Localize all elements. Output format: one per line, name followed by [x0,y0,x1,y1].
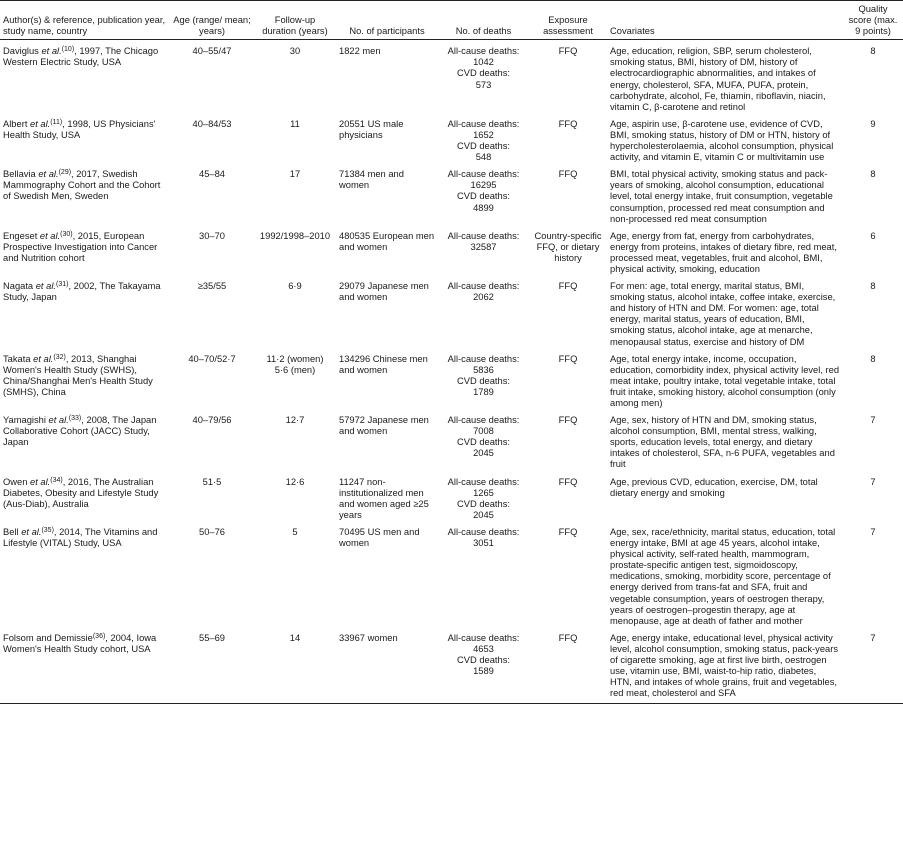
covariates-cell: For men: age, total energy, marital status, BMI, smoking status, alcohol intake, coffee intake, exercise, and history of HTN and DM. For women: age, total energy, marital status, years of education, BMI, smoking status, alcohol intake, age at menarche, menopausal status, exercise and history of DM [610,281,836,347]
deaths-line: All-cause deaths: [447,46,520,57]
covariates-cell: Age, total energy intake, income, occupation, education, comorbidity index, physical activity level, red meat intake, poultry intake, total vegetable intake, total fruit intake, smoking history, alcohol consumption (only among men) [610,353,840,408]
exposure-cell: FFQ [529,627,607,704]
followup-line: 6·9 [288,281,302,292]
followup-cell [254,225,336,275]
participants-cell: 57972 Japanese men and women [339,415,429,437]
deaths-line: All-cause deaths: [447,353,520,364]
exposure-cell: FFQ [558,169,578,180]
deaths-line: 1265 [473,487,494,498]
age-cell: 30–70 [199,230,225,241]
author-etal: et al. [38,46,62,57]
followup-line: 5 [292,526,298,537]
author-cell [0,521,170,627]
header-followup: Follow-up duration (years) [254,1,336,40]
author-etal: et al. [37,230,61,241]
followup-line: 1992/1998–2010 [259,230,331,241]
author-etal: et al. [18,526,42,537]
author-name: Nagata [3,281,34,292]
age-cell: 51·5 [202,476,222,487]
reference-number: (30) [60,230,73,238]
deaths-line: CVD deaths: [457,498,510,509]
author-etal: et al. [27,118,51,129]
reference-number: (10) [61,46,75,54]
participants-cell: 1822 men [339,46,381,57]
followup-cell [254,521,336,627]
header-exposure: Exposure assessment [529,1,607,40]
quality-cell: 7 [870,526,876,537]
table-row [0,409,903,470]
deaths-line: 4899 [473,202,494,213]
deaths-cell [438,275,529,348]
followup-cell [254,113,336,163]
deaths-cell [438,627,529,704]
deaths-line: 2045 [473,448,494,459]
exposure-cell: FFQ [558,476,578,487]
age-cell: 40–79/56 [192,415,232,426]
author-study-info: , 1997, The Chicago Western Electric Study, USA [3,46,159,68]
author-study-info: , 2008, The Japan Collaborative Cohort (JACC) Study, Japan [3,415,157,448]
participants-cell: 11247 non-institutionalized men and women aged ≥25 years [339,476,429,520]
deaths-line: 1789 [473,386,494,397]
deaths-line: All-cause deaths: [447,476,520,487]
author-study-info: , 1998, US Physicians' Health Study, USA [3,118,156,140]
author-name: Bell [3,526,19,537]
exposure-cell: FFQ [558,281,578,292]
reference-number: (29) [58,169,72,177]
exposure-cell: FFQ [558,118,578,129]
author-cell [0,113,170,163]
author-name: Yamagishi [3,415,46,426]
deaths-line: 7008 [473,426,494,437]
followup-cell [254,275,336,348]
deaths-line: 573 [475,79,492,90]
table-row [0,225,903,275]
followup-cell [254,409,336,470]
reference-number: (32) [53,353,66,361]
quality-cell: 7 [870,476,876,487]
author-cell [0,409,170,470]
deaths-line: 1042 [473,57,494,68]
followup-cell [254,40,336,113]
deaths-line: All-cause deaths: [447,415,520,426]
deaths-line: 5836 [473,364,494,375]
participants-cell: 20551 US male physicians [339,118,404,140]
author-cell [0,348,170,409]
participants-cell: 134296 Chinese men and women [339,353,428,375]
table-row [0,163,903,224]
author-name: Takata [3,353,31,364]
followup-line: 11·2 (women) [266,353,324,364]
reference-number: (11) [50,118,63,126]
covariates-cell: Age, sex, history of HTN and DM, smoking status, alcohol consumption, BMI, mental stress, walking, sports, education levels, total energy, and dietary intakes of cholesterol, SFA, n-6 PUFA, vegetables and fruit [610,415,835,470]
table-row [0,521,903,627]
participants-cell: 480535 European men and women [339,230,435,252]
header-deaths: No. of deaths [438,1,529,40]
age-cell: 40–70/52·7 [188,353,236,364]
deaths-line: 16295 [470,180,497,191]
deaths-line: All-cause deaths: [447,526,520,537]
quality-cell: 9 [870,118,876,129]
reference-number: (34) [50,476,63,484]
header-covariates: Covariates [607,1,843,40]
covariates-cell: Age, aspirin use, β-carotene use, evidence of CVD, BMI, smoking status, history of DM or HTN, history of hypercholesterolaemia, alcohol consumption, physical activity, and vitamin E, vitamin C or multivitamin use [610,118,834,163]
reference-number: (35) [41,526,54,534]
deaths-line: All-cause deaths: [447,118,520,129]
reference-number: (33) [68,415,82,423]
quality-cell: 8 [870,169,876,180]
author-study-info: , 2015, European Prospective Investigation into Cancer and Nutrition cohort [3,230,158,263]
followup-line: 5·6 (men) [274,364,316,375]
followup-cell [254,348,336,409]
quality-cell: 8 [870,46,876,57]
deaths-line: 1589 [473,666,494,677]
age-cell: 40–55/47 [192,46,232,57]
covariates-cell: BMI, total physical activity, smoking status and pack-years of smoking, alcohol consumption, educational level, total energy intake, fruit consumption, vegetable consumption, processed red meat consumption and non-processed red meat consumption [610,169,833,224]
reference-number: (31) [56,281,69,289]
followup-cell [254,471,336,521]
participants-cell: 71384 men and women [339,169,404,191]
exposure-cell: FFQ [558,353,578,364]
deaths-cell [438,348,529,409]
quality-cell: 7 [843,627,903,704]
age-cell: 40–84/53 [192,118,232,129]
covariates-cell: Age, education, religion, SBP, serum cholesterol, smoking status, BMI, history of DM, history of electrocardiographic abnormalities, and intakes of energy, cholesterol, SFA, MUFA, PUFA, protein, carbohydrate, alcohol, Fe, thiamin, riboflavin, niacin, vitamin C, β-carotene and retinol [610,46,826,112]
participants-cell: 29079 Japanese men and women [339,281,429,303]
deaths-line: 1652 [473,129,494,140]
table-header [0,1,903,40]
table-row [0,113,903,163]
exposure-cell: FFQ [558,415,578,426]
deaths-line: 4653 [473,643,494,654]
author-name: Engeset [3,230,38,241]
author-name: Bellavia [3,169,36,180]
author-name: Albert [3,118,28,129]
author-study-info: , 2004, Iowa Women's Health Study cohort, USA [3,632,157,654]
author-study-info: , 2017, Swedish Mammography Cohort and the Cohort of Swedish Men, Sweden [3,169,161,202]
deaths-cell [438,40,529,113]
author-cell [0,225,170,275]
followup-cell [254,627,336,704]
deaths-line: 2062 [473,292,494,303]
exposure-cell: FFQ [558,46,578,57]
author-etal: et al. [35,169,59,180]
followup-line: 14 [289,632,301,643]
followup-line: 12·7 [285,415,305,426]
header-quality: Quality score (max. 9 points) [843,1,903,40]
table-row [0,275,903,348]
author-study-info: , 2002, The Takayama Study, Japan [3,281,161,303]
header-participants: No. of participants [336,1,438,40]
author-etal: et al. [27,476,51,487]
followup-line: 17 [289,169,301,180]
table-row [0,40,903,113]
reference-number: (36) [92,632,106,640]
table-row [0,471,903,521]
author-cell [0,40,170,113]
header-row [0,1,903,40]
deaths-cell [438,471,529,521]
covariates-cell: Age, previous CVD, education, exercise, DM, total dietary energy and smoking [610,476,818,498]
deaths-line: All-cause deaths: [447,169,520,180]
age-cell: ≥35/55 [197,281,227,292]
quality-cell: 8 [870,281,876,292]
author-etal: et al. [33,281,56,292]
header-age: Age (range/ mean; years) [170,1,254,40]
followup-cell [254,163,336,224]
covariates-cell: Age, energy from fat, energy from carbohydrates, energy from proteins, intakes of dietary fibre, red meat, processed meat, vegetables, fruit and alcohol, BMI, physical activity, smoking, education [610,230,837,274]
author-cell [0,163,170,224]
deaths-line: 548 [475,152,492,163]
table-row [0,627,903,704]
quality-cell: 8 [870,353,876,364]
deaths-line: All-cause deaths: [447,632,520,643]
deaths-line: All-cause deaths: [447,281,520,292]
deaths-line: 3051 [473,538,494,549]
deaths-cell [438,521,529,627]
followup-line: 11 [290,118,300,129]
deaths-line: 2045 [473,509,494,520]
participants-cell: 70495 US men and women [339,526,420,549]
table-row [0,348,903,409]
exposure-cell: Country-specific FFQ, or dietary history [534,230,602,263]
table-body [0,40,903,704]
author-name: Folsom and Demissie [3,632,93,643]
author-study-info: , 2016, The Australian Diabetes, Obesity and Lifestyle Study (Aus-Diab), Australia [3,476,159,509]
covariates-cell: Age, sex, race/ethnicity, marital status, education, total energy intake, BMI at age 45 years, alcohol intake, physical activity, self-rated health, mammogram, prostate-specific antigen test, sigmoidoscopy, medications, smoking, morbidity score, percentage of energy derived from trans-fat and SFA, fruit and vegetable consumption, years of oestrogen therapy, years of oestrogen–progestin therapy, age at menopause, age at death of father and mother [610,526,836,626]
header-author: Author(s) & reference, publication year, study name, country [0,1,170,40]
deaths-line: 32587 [470,241,497,252]
deaths-cell [438,225,529,275]
deaths-cell [438,163,529,224]
followup-line: 12·6 [285,476,305,487]
quality-cell: 7 [870,415,876,426]
deaths-cell [438,409,529,470]
deaths-line: CVD deaths: [457,141,510,152]
deaths-line: CVD deaths: [457,375,510,386]
exposure-cell: FFQ [558,526,578,537]
deaths-line: CVD deaths: [457,654,510,665]
author-cell [0,275,170,348]
author-etal: et al. [45,415,69,426]
followup-line: 30 [289,46,301,57]
deaths-line: CVD deaths: [457,68,510,79]
author-name: Daviglus [3,46,39,57]
author-cell [0,471,170,521]
author-etal: et al. [30,353,54,364]
age-cell: 55–69 [170,627,254,704]
deaths-line: CVD deaths: [457,437,510,448]
covariates-cell: Age, energy intake, educational level, physical activity level, alcohol consumption, smoking status, pack-years of cigarette smoking, age at first live birth, oestrogen use, vitamin use, BMI, waist-to-hip ratio, diabetes, HTN, and intakes of whole grains, fruit and vegetables, red meat, cholesterol and SFA [607,627,843,704]
author-name: Owen [3,476,28,487]
author-study-info: , 2014, The Vitamins and Lifestyle (VITAL) Study, USA [3,526,158,549]
deaths-line: All-cause deaths: [447,230,520,241]
author-study-info: , 2013, Shanghai Women's Health Study (SWHS), China/Shanghai Men's Health Study (SMHS), China [3,353,153,397]
author-cell [0,627,170,704]
deaths-line: CVD deaths: [457,191,510,202]
age-cell: 45–84 [199,169,225,180]
quality-cell: 6 [870,230,876,241]
age-cell: 50–76 [199,526,225,537]
deaths-cell [438,113,529,163]
participants-cell: 33967 women [336,627,438,704]
